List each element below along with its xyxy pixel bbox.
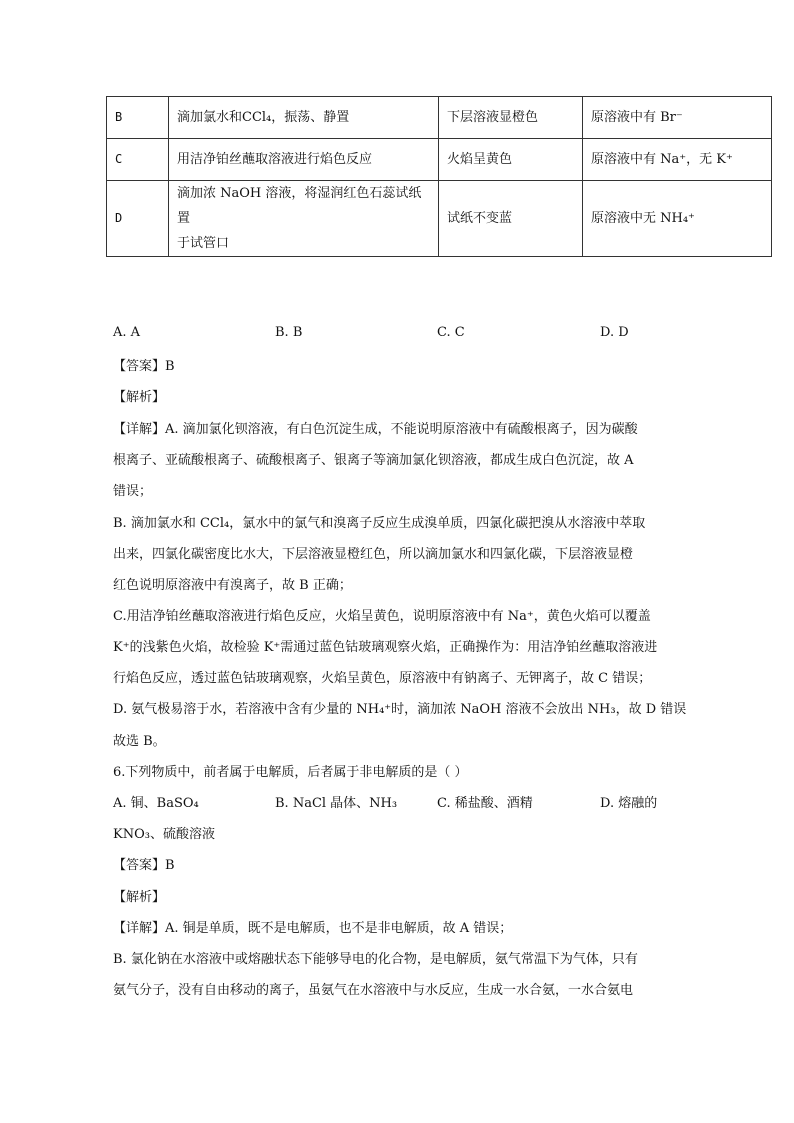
row-label: C [107,139,169,181]
phenomenon-cell: 下层溶液显橙色 [439,97,583,139]
explanation-line: 行焰色反应，透过蓝色钴玻璃观察，火焰呈黄色，原溶液中有钠离子、无钾离子，故 C 错误； [113,671,652,686]
option-c: C. 稀盐酸、酒精 [437,796,533,811]
experiment-table [106,96,772,257]
explanation-line: C.用洁净铂丝蘸取溶液进行焰色反应，火焰呈黄色，说明原溶液中有 Na⁺，黄色火焰可以覆盖 [113,609,651,624]
explanation-line: 【详解】A. 滴加氯化钡溶液，有白色沉淀生成，不能说明原溶液中有硫酸根离子，因为碳酸 [113,422,638,437]
conclusion-cell: 原溶液中有 Na⁺，无 K⁺ [583,139,772,181]
phenomenon-cell: 火焰呈黄色 [439,139,583,181]
option-c: C. C [437,325,465,340]
conclusion-cell: 原溶液中有 Br⁻ [583,97,772,139]
conclusion-cell: 原溶液中无 NH₄⁺ [583,181,772,257]
option-d: D. 熔融的 [600,796,658,811]
operation-line: 于试管口 [177,236,230,251]
option-a: A. A [113,325,141,340]
option-b: B. NaCl 晶体、NH₃ [275,796,398,811]
phenomenon-cell: 试纸不变蓝 [439,181,583,257]
answer-label: 【答案】B [113,858,175,873]
question-6-title: 6.下列物质中，前者属于电解质，后者属于非电解质的是（ ） [113,765,468,780]
operation-cell [169,181,439,257]
row-label: B [107,97,169,139]
explanation-line: 氨气分子，没有自由移动的离子，虽氨气在水溶液中与水反应，生成一水合氨，一水合氨电 [113,983,634,998]
operation-cell: 滴加氯水和CCl₄，振荡、静置 [169,97,439,139]
option-b: B. B [275,325,303,340]
explanation-line: B. 氯化钠在水溶液中或熔融状态下能够导电的化合物，是电解质，氨气常温下为气体，只有 [113,952,638,967]
option-a: A. 铜、BaSO₄ [113,796,199,811]
explanation-line: B. 滴加氯水和 CCl₄，氯水中的氯气和溴离子反应生成溴单质，四氯化碳把溴从水溶液中萃取 [113,516,646,531]
operation-cell: 用洁净铂丝蘸取溶液进行焰色反应 [169,139,439,181]
explanation-line: K⁺的浅紫色火焰，故检验 K⁺需通过蓝色钴玻璃观察火焰，正确操作为：用洁净铂丝蘸取溶液进 [113,640,658,655]
explanation-line: D. 氨气极易溶于水，若溶液中含有少量的 NH₄⁺时，滴加浓 NaOH 溶液不会放出 NH₃，故 D 错误 [113,702,687,717]
q5-options [113,325,629,340]
analysis-label: 【解析】 [113,390,166,405]
analysis-label: 【解析】 [113,890,166,905]
explanation-line: 错误； [113,484,153,499]
option-d-continued: KNO₃、硫酸溶液 [113,827,215,842]
option-d: D. D [600,325,629,340]
conclusion-line: 故选 B。 [113,734,166,749]
table-row [107,181,772,257]
answer-label: 【答案】B [113,359,175,374]
explanation-line: 【详解】A. 铜是单质，既不是电解质，也不是非电解质，故 A 错误； [113,921,513,936]
explanation-line: 红色说明原溶液中有溴离子，故 B 正确； [113,578,352,593]
q6-options [113,792,657,811]
explanation-line: 出来，四氯化碳密度比水大，下层溶液显橙红色，所以滴加氯水和四氯化碳，下层溶液显橙 [113,547,634,562]
explanation-line: 根离子、亚硫酸根离子、硫酸根离子、银离子等滴加氯化钡溶液，都成生成白色沉淀，故 A [113,453,634,468]
table-row [107,97,772,139]
row-label: D [107,181,169,257]
table-row [107,139,772,181]
operation-line: 滴加浓 NaOH 溶液，将湿润红色石蕊试纸置 [177,186,422,226]
